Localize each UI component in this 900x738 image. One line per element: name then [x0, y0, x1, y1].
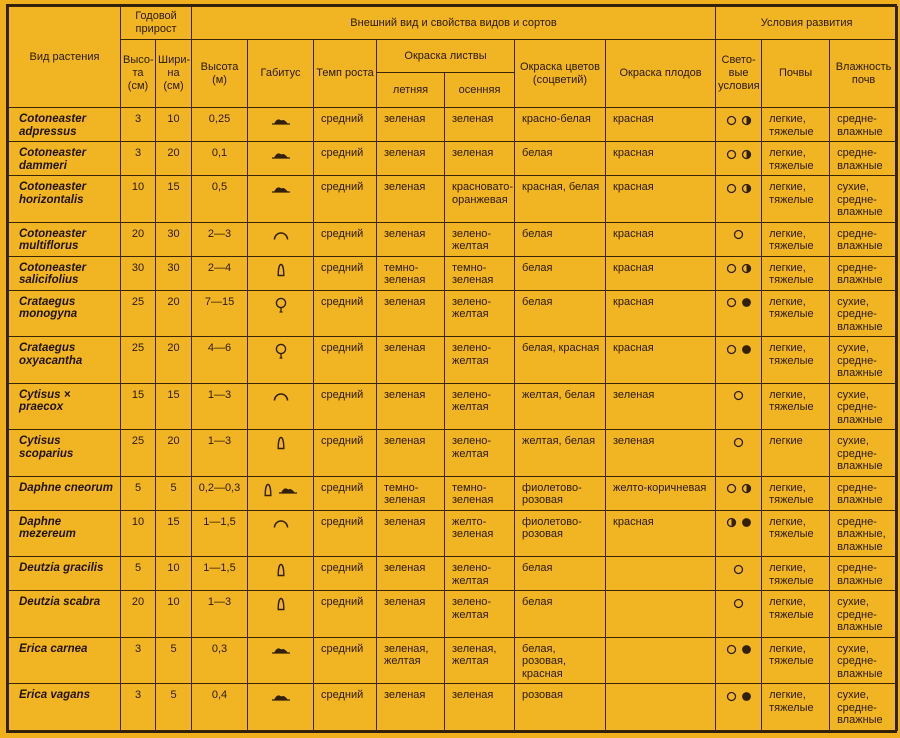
moisture-cell: сухие, средне-влажные — [830, 637, 898, 684]
habit-upright-oval-icon — [276, 597, 286, 611]
annual-width-cell: 20 — [156, 430, 192, 477]
fruit-color-cell: красная — [606, 510, 716, 557]
species-cell: Deutzia gracilis — [9, 557, 121, 591]
annual-height-cell: 3 — [121, 684, 156, 731]
autumn-foliage-cell: зелено-желтая — [445, 383, 515, 430]
mature-height-cell: 7—15 — [192, 290, 248, 337]
flower-color-cell: белая, красная — [515, 337, 606, 384]
summer-foliage-cell: зеленая — [377, 176, 445, 223]
species-cell: Erica vagans — [9, 684, 121, 731]
header-height-cm: Высо-та (см) — [121, 40, 156, 108]
growth-rate-cell: средний — [314, 142, 377, 176]
habit-tree-icon — [275, 343, 287, 359]
light-conditions-cell — [716, 430, 762, 477]
fruit-color-cell: красная — [606, 290, 716, 337]
habit-cell — [248, 256, 314, 290]
fruit-color-cell: красная — [606, 108, 716, 142]
annual-width-cell: 20 — [156, 142, 192, 176]
fruit-color-cell: зеленая — [606, 430, 716, 477]
soil-cell: легкие, тяжелые — [762, 637, 830, 684]
annual-width-cell: 30 — [156, 222, 192, 256]
flower-color-cell: фиолетово-розовая — [515, 476, 606, 510]
species-cell: Cotoneaster multiflorus — [9, 222, 121, 256]
growth-rate-cell: средний — [314, 337, 377, 384]
summer-foliage-cell: зеленая — [377, 337, 445, 384]
header-foliage-summer: летняя — [377, 73, 445, 108]
table-row — [9, 430, 898, 477]
header-group-conditions: Условия развития — [716, 7, 898, 40]
annual-width-cell: 20 — [156, 290, 192, 337]
habit-dome-icon — [272, 229, 290, 241]
header-foliage-autumn: осенняя — [445, 73, 515, 108]
mature-height-cell: 0,3 — [192, 637, 248, 684]
light-conditions-cell — [716, 510, 762, 557]
light-conditions-cell — [716, 142, 762, 176]
annual-width-cell: 5 — [156, 637, 192, 684]
moisture-cell: средне-влажные — [830, 256, 898, 290]
flower-color-cell: белая — [515, 591, 606, 638]
summer-foliage-cell: зеленая — [377, 591, 445, 638]
summer-foliage-cell: зеленая — [377, 557, 445, 591]
autumn-foliage-cell: зеленая, желтая — [445, 637, 515, 684]
mature-height-cell: 0,1 — [192, 142, 248, 176]
species-cell: Crataegus monogyna — [9, 290, 121, 337]
summer-foliage-cell: зеленая — [377, 142, 445, 176]
habit-cell — [248, 290, 314, 337]
light-conditions-cell — [716, 476, 762, 510]
mature-height-cell: 0,4 — [192, 684, 248, 731]
flower-color-cell: белая — [515, 290, 606, 337]
header-height-m: Высота (м) — [192, 40, 248, 108]
moisture-cell: средне-влажные — [830, 222, 898, 256]
flower-color-cell: белая — [515, 557, 606, 591]
summer-foliage-cell: зеленая — [377, 510, 445, 557]
autumn-foliage-cell: темно-зеленая — [445, 476, 515, 510]
light-conditions-cell — [716, 684, 762, 731]
species-cell: Cotoneaster horizontalis — [9, 176, 121, 223]
species-cell: Crataegus oxyacantha — [9, 337, 121, 384]
table-header — [9, 7, 898, 108]
table-row — [9, 337, 898, 384]
flower-color-cell: фиолетово-розовая — [515, 510, 606, 557]
fruit-color-cell — [606, 637, 716, 684]
header-flower-color: Окраска цветов (соцветий) — [515, 40, 606, 108]
light-conditions-cell — [716, 557, 762, 591]
annual-width-cell: 15 — [156, 383, 192, 430]
growth-rate-cell: средний — [314, 637, 377, 684]
annual-width-cell: 15 — [156, 510, 192, 557]
light-sun-icon — [726, 183, 737, 194]
table-row — [9, 557, 898, 591]
habit-upright-oval-icon — [276, 436, 286, 450]
soil-cell: легкие, тяжелые — [762, 557, 830, 591]
habit-cell — [248, 108, 314, 142]
light-sun-icon — [726, 115, 737, 126]
summer-foliage-cell: зеленая — [377, 108, 445, 142]
header-fruit-color: Окраска плодов — [606, 40, 716, 108]
habit-upright-oval-icon — [263, 483, 273, 497]
light-sun-icon — [726, 691, 737, 702]
habit-prostrate-icon — [277, 484, 299, 495]
growth-rate-cell: средний — [314, 557, 377, 591]
mature-height-cell: 1—3 — [192, 430, 248, 477]
autumn-foliage-cell: темно-зеленая — [445, 256, 515, 290]
annual-width-cell: 10 — [156, 557, 192, 591]
fruit-color-cell — [606, 684, 716, 731]
growth-rate-cell: средний — [314, 222, 377, 256]
summer-foliage-cell: темно-зеленая — [377, 256, 445, 290]
habit-cell — [248, 557, 314, 591]
autumn-foliage-cell: желто-зеленая — [445, 510, 515, 557]
species-cell: Daphne mezereum — [9, 510, 121, 557]
autumn-foliage-cell: зеленая — [445, 142, 515, 176]
light-conditions-cell — [716, 290, 762, 337]
light-sun-icon — [726, 149, 737, 160]
table-row — [9, 476, 898, 510]
soil-cell: легкие, тяжелые — [762, 142, 830, 176]
soil-cell: легкие, тяжелые — [762, 222, 830, 256]
light-sun-icon — [733, 390, 744, 401]
table-row — [9, 637, 898, 684]
moisture-cell: средне-влажные — [830, 557, 898, 591]
summer-foliage-cell: зеленая — [377, 222, 445, 256]
light-conditions-cell — [716, 337, 762, 384]
table-row — [9, 383, 898, 430]
summer-foliage-cell: зеленая — [377, 383, 445, 430]
autumn-foliage-cell: зеленая — [445, 108, 515, 142]
table-row — [9, 256, 898, 290]
light-sun-icon — [726, 483, 737, 494]
header-light-conditions: Свето-вые условия — [716, 40, 762, 108]
annual-height-cell: 10 — [121, 176, 156, 223]
habit-cell — [248, 637, 314, 684]
mature-height-cell: 4—6 — [192, 337, 248, 384]
light-sun-icon — [726, 297, 737, 308]
growth-rate-cell: средний — [314, 476, 377, 510]
annual-width-cell: 10 — [156, 108, 192, 142]
growth-rate-cell: средний — [314, 108, 377, 142]
light-conditions-cell — [716, 591, 762, 638]
habit-prostrate-icon — [270, 115, 292, 126]
annual-height-cell: 3 — [121, 108, 156, 142]
fruit-color-cell: желто-коричневая — [606, 476, 716, 510]
light-conditions-cell — [716, 176, 762, 223]
annual-height-cell: 5 — [121, 557, 156, 591]
light-partial-shade-icon — [741, 115, 752, 126]
soil-cell: легкие, тяжелые — [762, 684, 830, 731]
light-sun-icon — [726, 644, 737, 655]
species-cell: Cotoneaster dammeri — [9, 142, 121, 176]
fruit-color-cell: красная — [606, 337, 716, 384]
habit-cell — [248, 476, 314, 510]
summer-foliage-cell: зеленая — [377, 684, 445, 731]
mature-height-cell: 1—1,5 — [192, 557, 248, 591]
light-sun-icon — [733, 229, 744, 240]
moisture-cell: средне-влажные — [830, 476, 898, 510]
plant-table-frame — [6, 4, 897, 733]
soil-cell: легкие, тяжелые — [762, 108, 830, 142]
light-sun-icon — [733, 437, 744, 448]
habit-cell — [248, 337, 314, 384]
habit-prostrate-icon — [270, 183, 292, 194]
light-shade-icon — [741, 644, 752, 655]
flower-color-cell: красная, белая — [515, 176, 606, 223]
habit-prostrate-icon — [270, 644, 292, 655]
growth-rate-cell: средний — [314, 290, 377, 337]
annual-width-cell: 30 — [156, 256, 192, 290]
species-cell: Cytisus × praecox — [9, 383, 121, 430]
table-row — [9, 290, 898, 337]
table-row — [9, 222, 898, 256]
annual-height-cell: 20 — [121, 222, 156, 256]
autumn-foliage-cell: зелено-желтая — [445, 591, 515, 638]
table-row — [9, 142, 898, 176]
habit-dome-icon — [272, 390, 290, 402]
annual-height-cell: 25 — [121, 290, 156, 337]
mature-height-cell: 0,2—0,3 — [192, 476, 248, 510]
annual-height-cell: 30 — [121, 256, 156, 290]
header-soils: Почвы — [762, 40, 830, 108]
species-cell: Cotoneaster salicifolius — [9, 256, 121, 290]
flower-color-cell: красно-белая — [515, 108, 606, 142]
habit-cell — [248, 142, 314, 176]
flower-color-cell: желтая, белая — [515, 430, 606, 477]
moisture-cell: сухие, средне-влажные — [830, 176, 898, 223]
soil-cell: легкие, тяжелые — [762, 383, 830, 430]
autumn-foliage-cell: зелено-желтая — [445, 557, 515, 591]
mature-height-cell: 1—3 — [192, 591, 248, 638]
annual-height-cell: 25 — [121, 337, 156, 384]
table-row — [9, 684, 898, 731]
flower-color-cell: белая — [515, 142, 606, 176]
mature-height-cell: 0,5 — [192, 176, 248, 223]
fruit-color-cell: красная — [606, 222, 716, 256]
fruit-color-cell — [606, 557, 716, 591]
soil-cell: легкие, тяжелые — [762, 290, 830, 337]
soil-cell: легкие — [762, 430, 830, 477]
soil-cell: легкие, тяжелые — [762, 476, 830, 510]
moisture-cell: сухие, средне-влажные — [830, 684, 898, 731]
moisture-cell: средне-влажные, влажные — [830, 510, 898, 557]
light-shade-icon — [741, 344, 752, 355]
growth-rate-cell: средний — [314, 383, 377, 430]
species-cell: Cotoneaster adpressus — [9, 108, 121, 142]
moisture-cell: сухие, средне-влажные — [830, 290, 898, 337]
summer-foliage-cell: зеленая — [377, 290, 445, 337]
light-conditions-cell — [716, 637, 762, 684]
light-conditions-cell — [716, 222, 762, 256]
summer-foliage-cell: зеленая, желтая — [377, 637, 445, 684]
annual-width-cell: 15 — [156, 176, 192, 223]
moisture-cell: средне-влажные — [830, 142, 898, 176]
mature-height-cell: 1—1,5 — [192, 510, 248, 557]
annual-height-cell: 3 — [121, 637, 156, 684]
light-partial-shade-icon — [741, 263, 752, 274]
species-cell: Erica carnea — [9, 637, 121, 684]
light-conditions-cell — [716, 256, 762, 290]
light-partial-shade-icon — [741, 483, 752, 494]
habit-cell — [248, 176, 314, 223]
growth-rate-cell: средний — [314, 510, 377, 557]
mature-height-cell: 2—4 — [192, 256, 248, 290]
growth-rate-cell: средний — [314, 591, 377, 638]
annual-height-cell: 10 — [121, 510, 156, 557]
fruit-color-cell: красная — [606, 176, 716, 223]
light-shade-icon — [741, 297, 752, 308]
autumn-foliage-cell: зелено-желтая — [445, 290, 515, 337]
light-sun-icon — [733, 598, 744, 609]
autumn-foliage-cell: красновато-оранжевая — [445, 176, 515, 223]
annual-width-cell: 5 — [156, 684, 192, 731]
flower-color-cell: белая, розовая, красная — [515, 637, 606, 684]
table-row — [9, 108, 898, 142]
moisture-cell: сухие, средне-влажные — [830, 383, 898, 430]
growth-rate-cell: средний — [314, 684, 377, 731]
annual-width-cell: 5 — [156, 476, 192, 510]
habit-tree-icon — [275, 297, 287, 313]
soil-cell: легкие, тяжелые — [762, 176, 830, 223]
header-group-foliage-color: Окраска листвы — [377, 40, 515, 73]
fruit-color-cell: красная — [606, 142, 716, 176]
habit-cell — [248, 684, 314, 731]
habit-prostrate-icon — [270, 149, 292, 160]
moisture-cell: сухие, средне-влажные — [830, 591, 898, 638]
table-row — [9, 510, 898, 557]
soil-cell: легкие, тяжелые — [762, 337, 830, 384]
habit-dome-icon — [272, 517, 290, 529]
light-sun-icon — [726, 263, 737, 274]
annual-height-cell: 25 — [121, 430, 156, 477]
header-growth-rate: Темп роста — [314, 40, 377, 108]
mature-height-cell: 2—3 — [192, 222, 248, 256]
header-width-cm: Шири-на (см) — [156, 40, 192, 108]
header-group-annual-growth: Годовой прирост — [121, 7, 192, 40]
soil-cell: легкие, тяжелые — [762, 510, 830, 557]
habit-upright-oval-icon — [276, 263, 286, 277]
light-partial-shade-icon — [741, 149, 752, 160]
habit-cell — [248, 430, 314, 477]
light-conditions-cell — [716, 108, 762, 142]
header-habit: Габитус — [248, 40, 314, 108]
flower-color-cell: белая — [515, 256, 606, 290]
moisture-cell: сухие, средне-влажные — [830, 430, 898, 477]
summer-foliage-cell: темно-зеленая — [377, 476, 445, 510]
header-species: Вид растения — [9, 7, 121, 108]
light-shade-icon — [741, 691, 752, 702]
table-body — [9, 108, 898, 731]
habit-cell — [248, 222, 314, 256]
annual-height-cell: 3 — [121, 142, 156, 176]
mature-height-cell: 1—3 — [192, 383, 248, 430]
mature-height-cell: 0,25 — [192, 108, 248, 142]
species-cell: Cytisus scoparius — [9, 430, 121, 477]
annual-height-cell: 5 — [121, 476, 156, 510]
light-shade-icon — [741, 517, 752, 528]
annual-height-cell: 15 — [121, 383, 156, 430]
fruit-color-cell — [606, 591, 716, 638]
growth-rate-cell: средний — [314, 176, 377, 223]
habit-upright-oval-icon — [276, 563, 286, 577]
header-group-appearance: Внешний вид и свойства видов и сортов — [192, 7, 716, 40]
habit-cell — [248, 510, 314, 557]
habit-cell — [248, 591, 314, 638]
annual-width-cell: 20 — [156, 337, 192, 384]
header-soil-moisture: Влажность почв — [830, 40, 898, 108]
flower-color-cell: белая — [515, 222, 606, 256]
soil-cell: легкие, тяжелые — [762, 591, 830, 638]
species-cell: Deutzia scabra — [9, 591, 121, 638]
autumn-foliage-cell: зелено-желтая — [445, 430, 515, 477]
flower-color-cell: розовая — [515, 684, 606, 731]
light-partial-shade-icon — [741, 183, 752, 194]
moisture-cell: средне-влажные — [830, 108, 898, 142]
light-conditions-cell — [716, 383, 762, 430]
fruit-color-cell: зеленая — [606, 383, 716, 430]
moisture-cell: сухие, средне-влажные — [830, 337, 898, 384]
summer-foliage-cell: зеленая — [377, 430, 445, 477]
annual-height-cell: 20 — [121, 591, 156, 638]
habit-prostrate-icon — [270, 691, 292, 702]
soil-cell: легкие, тяжелые — [762, 256, 830, 290]
light-sun-icon — [733, 564, 744, 575]
light-sun-icon — [726, 344, 737, 355]
growth-rate-cell: средний — [314, 256, 377, 290]
table-row — [9, 176, 898, 223]
habit-cell — [248, 383, 314, 430]
autumn-foliage-cell: зелено-желтая — [445, 222, 515, 256]
light-partial-shade-icon — [726, 517, 737, 528]
flower-color-cell: желтая, белая — [515, 383, 606, 430]
plant-species-table — [8, 6, 898, 731]
fruit-color-cell: красная — [606, 256, 716, 290]
table-row — [9, 591, 898, 638]
autumn-foliage-cell: зеленая — [445, 684, 515, 731]
annual-width-cell: 10 — [156, 591, 192, 638]
species-cell: Daphne cneorum — [9, 476, 121, 510]
autumn-foliage-cell: зелено-желтая — [445, 337, 515, 384]
growth-rate-cell: средний — [314, 430, 377, 477]
